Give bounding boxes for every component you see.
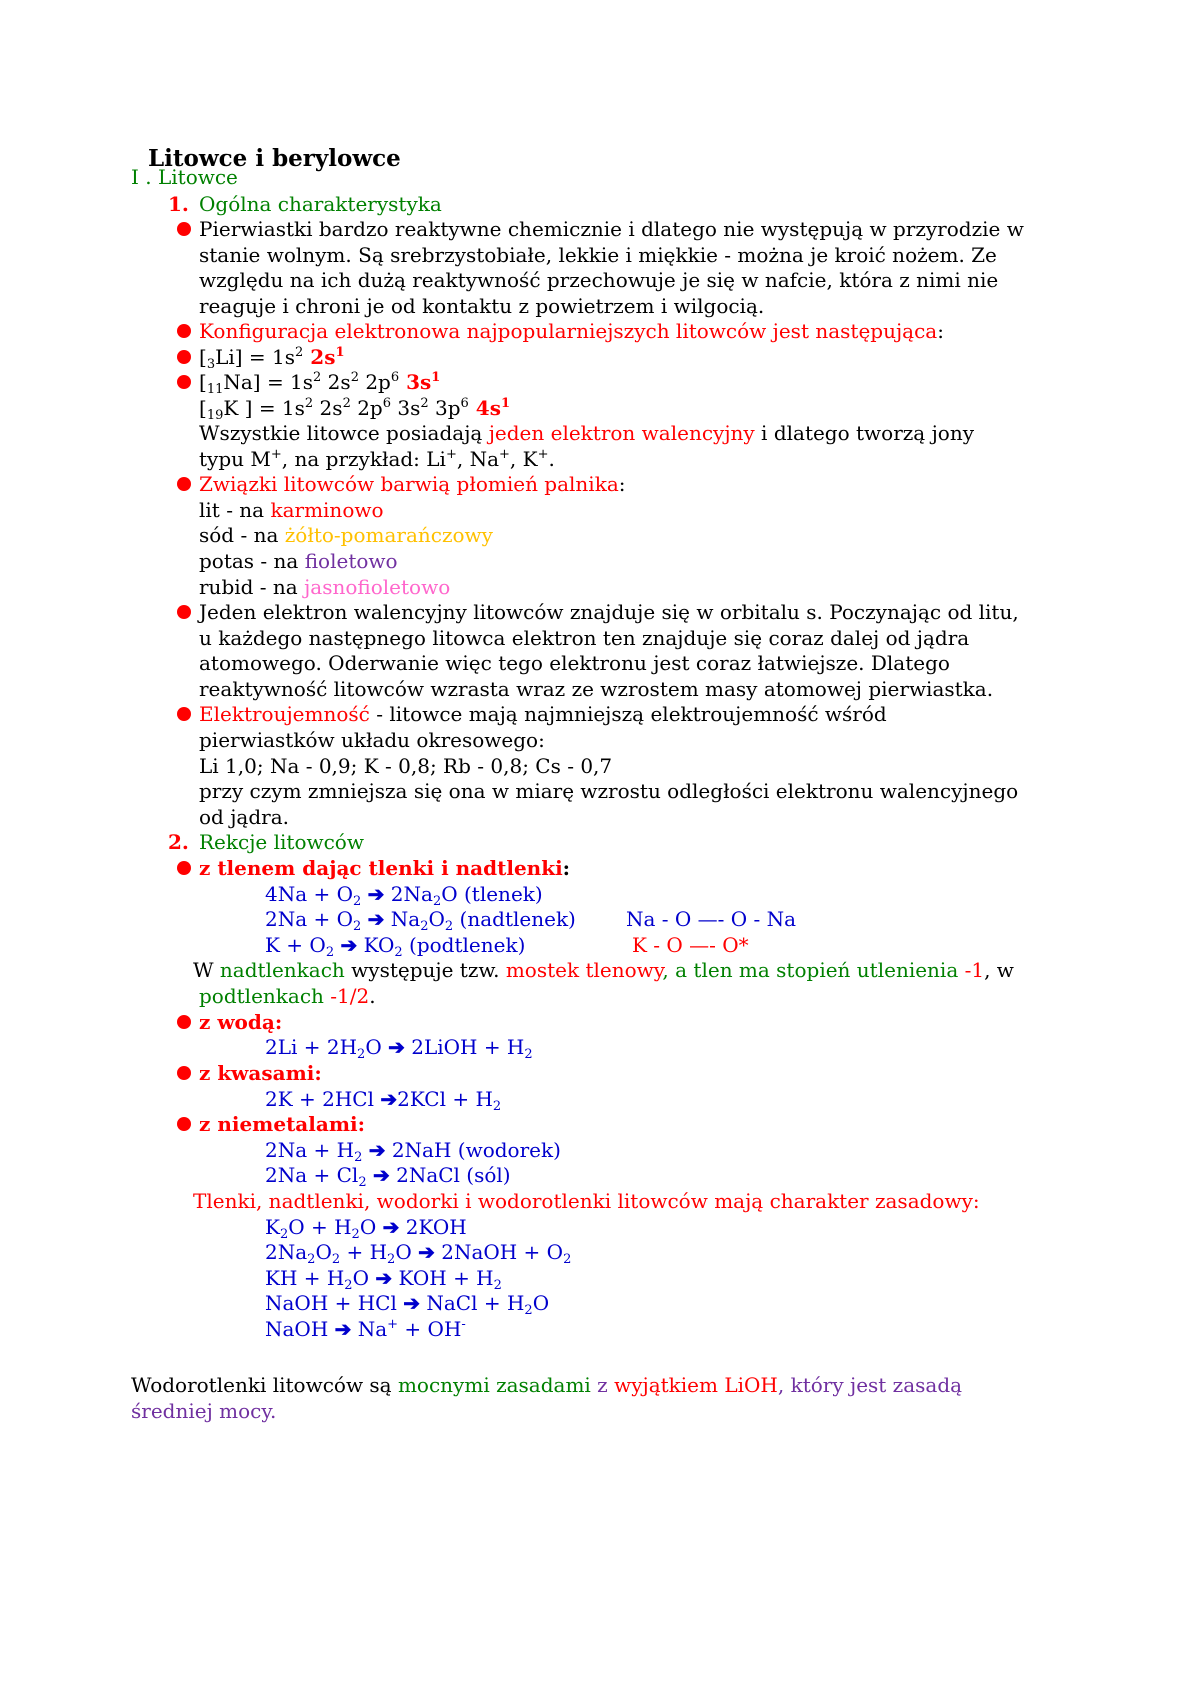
orbital-line-3: atomowego. Oderwanie więc tego elektronu jest coraz łatwiejsze. Dlatego [199, 651, 950, 675]
valence-line-2: typu M+, na przykład: Li+, Na+, K+. [199, 447, 555, 471]
lithium-config: $[_3Li] = 1s^2$ $2s^1$ [199, 345, 345, 372]
final-line-1: Wodorotlenki litowców są mocnymi zasadami z wyjątkiem LiOH, który jest zasadą [131, 1373, 963, 1397]
potassium-config: [$_{19}K$ ] = $1s^2$ $2s^2$ $2p^6$ $3s^2$ $3p^6$ $4s^1$ [199, 396, 511, 423]
orbital-line-4: reaktywność litowców wzrasta wraz ze wzrostem masy atomowej pierwiastka. [199, 677, 994, 701]
flame-potassium: potas - na fioletowo [199, 549, 398, 573]
reaction-basic-2: $2Na_2O_2 + H_2O$ ➔ 2NaOH + $O_2$ [265, 1240, 572, 1267]
section-heading-litowce: I . Litowce [131, 165, 238, 189]
nonmetal-heading: z niemetalami: [199, 1112, 365, 1136]
orbital-line-2: u każdego następnego litowca elektron ten znajduje się coraz dalej od jądra [199, 626, 970, 650]
reaction-basic-5: NaOH ➔ Na+ + OH- [265, 1317, 466, 1341]
peroxide-structure: Na - O —- O - Na [626, 907, 797, 931]
orbital-line-1: Jeden elektron walencyjny litowców znajduje się w orbitalu s. Poczynając od litu, [199, 600, 1019, 624]
electroneg-line-1: Elektroujemność - litowce mają najmniejszą elektroujemność wśród [199, 702, 887, 726]
acid-heading: z kwasami: [199, 1061, 322, 1085]
superoxide-structure: K - O —- O* [632, 933, 749, 957]
bullet-icon [177, 1015, 191, 1029]
final-line-2: średniej mocy. [131, 1399, 277, 1423]
reaction-nonmetal-1: $2Na + H_2$ ➔ 2NaH (wodorek) [265, 1138, 561, 1165]
electroneg-line-2: pierwiastków układu okresowego: [199, 728, 545, 752]
reaction-basic-3: KH + $H_2O$ ➔ KOH + $H_2$ [265, 1266, 502, 1293]
bullet-icon [177, 707, 191, 721]
bullet-icon [177, 1066, 191, 1080]
bullet-icon [177, 477, 191, 491]
reaction-acid: 2K + 2HCl ➔2KCl + $H_2$ [265, 1087, 502, 1114]
bullet-icon [177, 350, 191, 364]
basic-character-heading: Tlenki, nadtlenki, wodorki i wodorotlenki litowców mają charakter zasadowy: [193, 1189, 980, 1213]
reaction-oxygen-2: $2Na + O_2$ ➔ $Na_2O_2$ (nadtlenek) [265, 907, 576, 934]
water-heading: z wodą: [199, 1010, 283, 1034]
flame-sodium: sód - na żółto-pomarańczowy [199, 523, 493, 547]
peroxide-note-line-1: W nadtlenkach występuje tzw. mostek tlenowy, a tlen ma stopień utlenienia -1, w [193, 958, 1014, 982]
subsection-heading-reakcje: Rekcje litowców [199, 830, 364, 854]
reaction-oxygen-3: $K + O_2$ ➔ $KO_2$ (podtlenek) [265, 933, 526, 960]
oxygen-heading: z tlenem dając tlenki i nadtlenki: [199, 856, 571, 880]
reaction-nonmetal-2: $2Na + Cl_2$ ➔ 2NaCl (sól) [265, 1163, 511, 1190]
intro-line-3: względu na ich dużą reaktywność przechowuje je się w nafcie, która z nimi nie [199, 268, 999, 292]
list-number-2: 2. [168, 830, 189, 854]
reaction-basic-4: NaOH + HCl ➔ NaCl + $H_2O$ [265, 1291, 550, 1318]
subsection-heading-charakterystyka: Ogólna charakterystyka [199, 192, 442, 216]
bullet-icon [177, 861, 191, 875]
reaction-water: $2Li + 2H_2O$ ➔ 2LiOH + $H_2$ [265, 1035, 533, 1062]
flame-heading: Związki litowców barwią płomień palnika: [199, 472, 626, 496]
intro-line-4: reaguje i chroni je od kontaktu z powietrzem i wilgocią. [199, 294, 765, 318]
valence-line-1: Wszystkie litowce posiadają jeden elektron walencyjny i dlatego tworzą jony [199, 421, 975, 445]
reaction-oxygen-1: $4Na + O_2$ ➔ $2Na_2O$ (tlenek) [265, 882, 543, 909]
bullet-icon [177, 324, 191, 338]
flame-lithium: lit - na karminowo [199, 498, 384, 522]
flame-rubidium: rubid - na jasnofioletowo [199, 575, 451, 599]
config-heading: Konfiguracja elektronowa najpopularniejszych litowców jest następująca: [199, 319, 944, 343]
electroneg-line-5: od jądra. [199, 805, 289, 829]
intro-line-2: stanie wolnym. Są srebrzystobiałe, lekkie i miękkie - można je kroić nożem. Ze [199, 243, 997, 267]
reaction-basic-1: $K_2O + H_2O$ ➔ 2KOH [265, 1215, 467, 1242]
page-title: Litowce i berylowce [148, 145, 401, 172]
list-number-1: 1. [168, 192, 189, 216]
electroneg-line-4: przy czym zmniejsza się ona w miarę wzrostu odległości elektronu walencyjnego [199, 779, 1019, 803]
bullet-icon [177, 222, 191, 236]
bullet-icon [177, 605, 191, 619]
intro-line-1: Pierwiastki bardzo reaktywne chemicznie i dlatego nie występują w przyrodzie w [199, 217, 1024, 241]
electroneg-values: Li 1,0; Na - 0,9; K - 0,8; Rb - 0,8; Cs - 0,7 [199, 754, 613, 778]
bullet-icon [177, 1117, 191, 1131]
bullet-icon [177, 375, 191, 389]
sodium-config: $[_{11}Na] = 1s^2$ $2s^2$ $2p^6$ $3s^1$ [199, 370, 441, 397]
peroxide-note-line-2: podtlenkach -1/2. [199, 984, 376, 1008]
